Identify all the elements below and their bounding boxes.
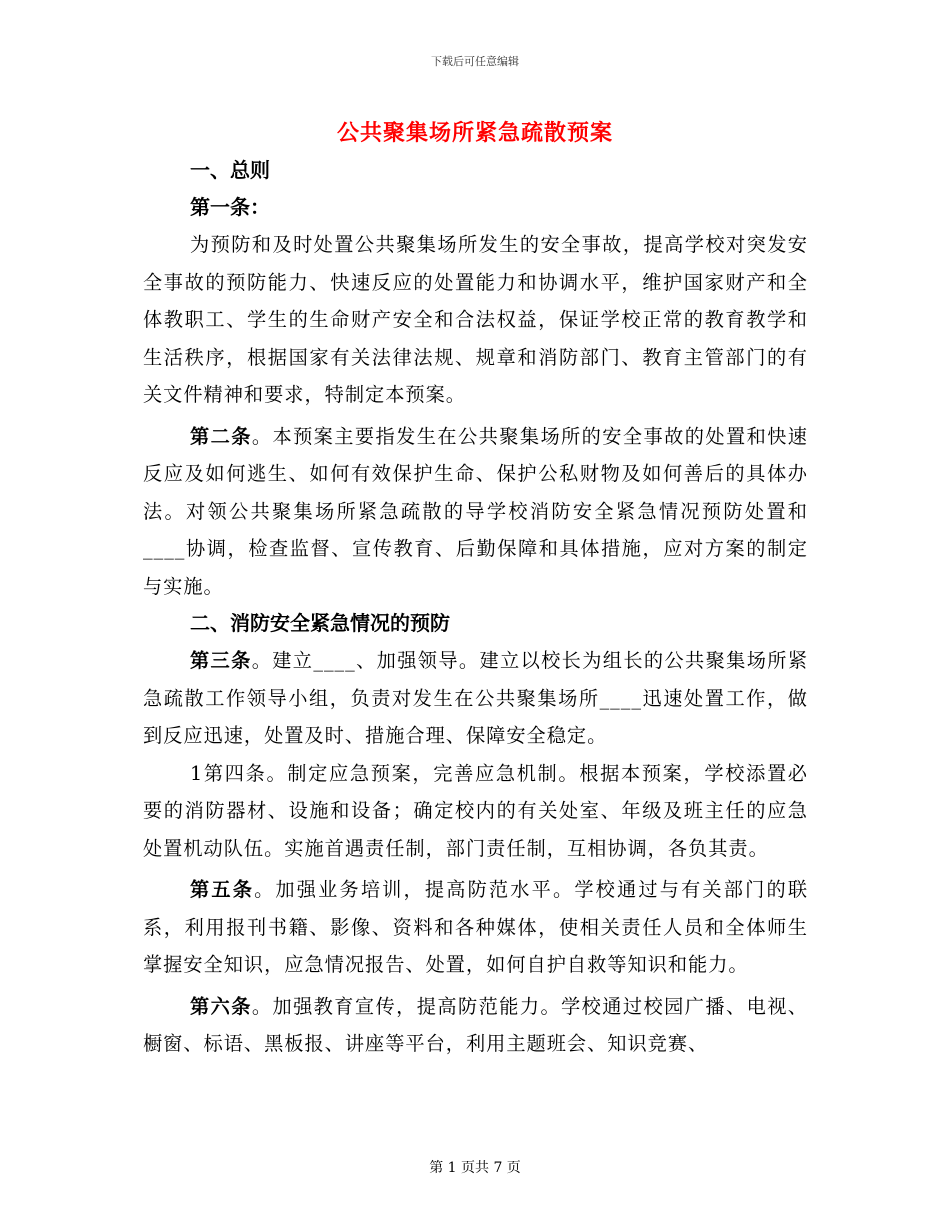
article-6-paragraph	[143, 988, 808, 1063]
article-5-paragraph	[143, 871, 808, 984]
document-title: 公共聚集场所紧急疏散预案	[336, 120, 613, 146]
article-2-label: 第二条	[190, 424, 252, 448]
article-1-label: 第一条：	[190, 195, 270, 219]
article-1-paragraph: 为预防和及时处置公共聚集场所发生的安全事故，提高学校对突发安全事故的预防能力、快速反应的处置能力和协调水平，维护国家财产和全体教职工、学生的生命财产安全和合法权益，保证学校正常的教育教学和生活秩序，根据国家有关法律法规、规章和消防部门、教育主管部门的有关文件精神和要求，特制定本预案。	[143, 233, 808, 406]
page-header: 下载后可任意编辑	[431, 55, 519, 68]
article-3-label: 第三条	[190, 649, 252, 672]
article-2-paragraph	[143, 418, 808, 606]
section-heading-prevention: 二、消防安全紧急情况的预防	[190, 611, 450, 635]
section-heading-general: 一、总则	[190, 158, 270, 182]
article-2-text: 。本预案主要指发生在公共聚集场所的安全事故的处置和快速反应及如何逃生、如何有效保护生命、保护公私财物及如何善后的具体办法。对领公共聚集场所紧急疏散的导学校消防安全紧急情况预防处置和____协调，检查监督、宣传教育、后勤保障和具体措施，应对方案的制定与实施。	[143, 424, 808, 598]
article-6-label: 第六条	[190, 994, 252, 1018]
article-3-paragraph	[143, 642, 808, 755]
article-5-text: 。加强业务培训，提高防范水平。学校通过与有关部门的联系，利用报刊书籍、影像、资料和各种媒体，使相关责任人员和全体师生掌握安全知识，应急情况报告、处置，如何自护自救等知识和能力。	[143, 878, 809, 976]
article-3-text: 。建立____、加强领导。建立以校长为组长的公共聚集场所紧急疏散工作领导小组，负责对发生在公共聚集场所____迅速处置工作，做到反应迅速，处置及时、措施合理、保障安全稳定。	[143, 649, 809, 747]
document-body	[143, 152, 808, 1063]
article-4-paragraph: 1第四条。制定应急预案，完善应急机制。根据本预案，学校添置必要的消防器材、设施和设备；确定校内的有关处室、年级及班主任的应急处置机动队伍。实施首遇责任制，部门责任制，互相协调，各负其责。	[143, 761, 808, 860]
page-footer: 第 1 页共 7 页	[429, 1160, 521, 1176]
article-5-label: 第五条	[190, 878, 255, 901]
article-6-text: 。加强教育宣传，提高防范能力。学校通过校园广播、电视、橱窗、标语、黑板报、讲座等平台，利用主题班会、知识竞赛、	[143, 994, 808, 1055]
